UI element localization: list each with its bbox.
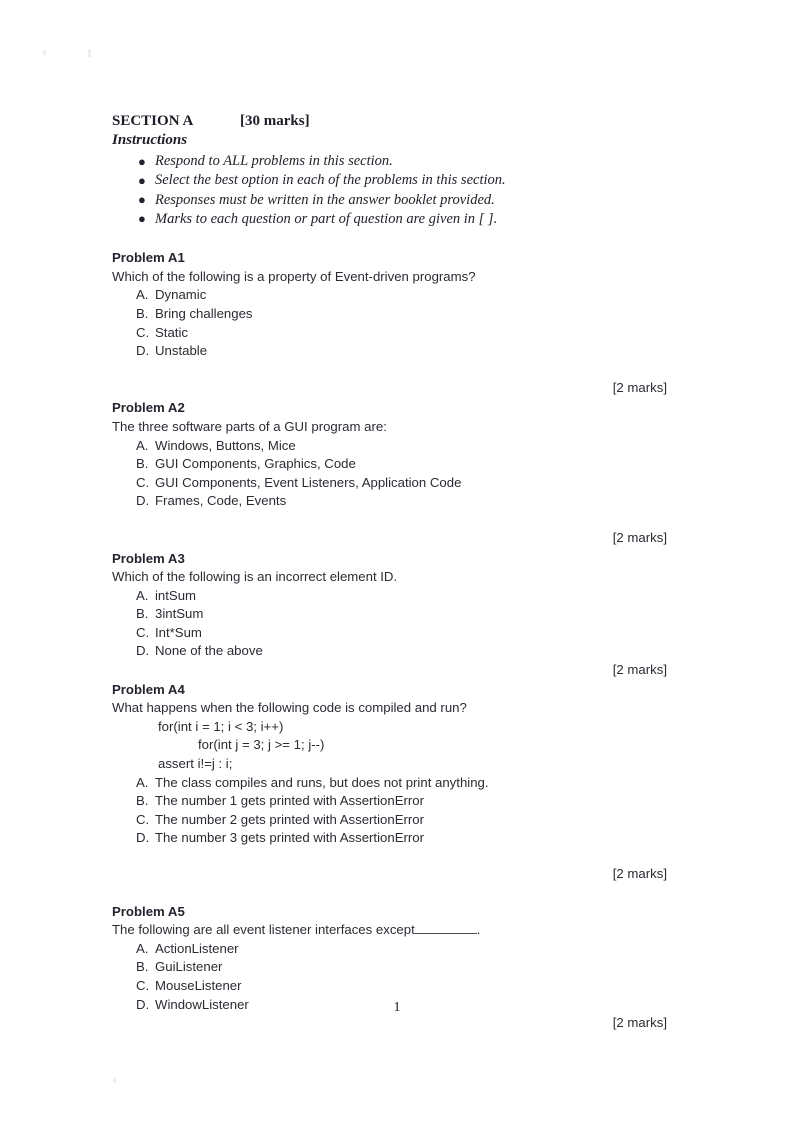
scan-artifact-top-mid: [88, 49, 91, 57]
option-text: GuiListener: [155, 959, 223, 975]
instruction-item: [112, 191, 682, 210]
marks-label: [2 marks]: [612, 866, 667, 881]
instructions-list: [112, 152, 682, 229]
option-letter: A.: [136, 774, 149, 790]
document-body: [112, 112, 682, 1033]
option-text: MouseListener: [155, 977, 242, 993]
problem-a1: [112, 249, 682, 397]
option-item[interactable]: [112, 324, 682, 343]
option-text: Unstable: [155, 343, 208, 359]
problem-stem: Which of the following is an incorrect element ID.: [112, 569, 398, 585]
option-item[interactable]: [112, 492, 682, 511]
problem-title: Problem A5: [112, 903, 185, 919]
option-text: The number 1 gets printed with AssertionError: [155, 793, 425, 809]
instruction-text: Select the best option in each of the problems in this section.: [155, 172, 506, 189]
bullet-icon: ●: [138, 211, 146, 227]
option-item[interactable]: [112, 587, 682, 606]
option-item[interactable]: [112, 305, 682, 324]
options-list: [112, 774, 682, 848]
option-letter: B.: [136, 305, 149, 321]
instruction-item: [112, 152, 682, 171]
scan-artifact-top-left: [43, 50, 46, 55]
section-label: SECTION A: [112, 113, 194, 129]
option-text: Frames, Code, Events: [155, 493, 287, 509]
option-item[interactable]: [112, 792, 682, 811]
option-text: Dynamic: [155, 287, 207, 303]
option-letter: B.: [136, 793, 149, 809]
option-item[interactable]: [112, 642, 682, 661]
marks-label: [2 marks]: [612, 379, 667, 395]
marks-label: [2 marks]: [612, 1015, 667, 1031]
option-text: Static: [155, 324, 188, 340]
option-item[interactable]: [112, 774, 682, 793]
option-item[interactable]: [112, 940, 682, 959]
option-item[interactable]: [112, 811, 682, 830]
problem-title: Problem A4: [112, 681, 185, 697]
instructions-heading: Instructions: [112, 132, 188, 148]
code-line: assert i!=j : i;: [158, 756, 233, 772]
option-item[interactable]: [112, 977, 682, 996]
option-text: GUI Components, Event Listeners, Application Code: [155, 474, 462, 490]
option-letter: B.: [136, 456, 149, 472]
option-letter: C.: [136, 324, 150, 340]
problem-a2: [112, 399, 682, 547]
option-item[interactable]: [112, 829, 682, 848]
option-letter: D.: [136, 830, 150, 846]
option-item[interactable]: [112, 455, 682, 474]
option-item[interactable]: [112, 605, 682, 624]
option-item[interactable]: [112, 437, 682, 456]
option-letter: A.: [136, 437, 149, 453]
option-letter: C.: [136, 977, 150, 993]
option-text: GUI Components, Graphics, Code: [155, 456, 356, 472]
instruction-text: Respond to ALL problems in this section.: [155, 153, 393, 169]
options-list: [112, 286, 682, 360]
marks-label: [2 marks]: [612, 662, 667, 678]
option-item[interactable]: [112, 342, 682, 361]
option-text: Bring challenges: [155, 305, 253, 321]
option-letter: C.: [136, 474, 150, 490]
problem-stem-suffix: .: [476, 922, 481, 938]
problem-title: Problem A3: [112, 550, 185, 566]
code-snippet: [112, 718, 682, 774]
option-item[interactable]: [112, 958, 682, 977]
answer-blank: [415, 922, 477, 934]
option-text: The number 3 gets printed with AssertionError: [155, 830, 425, 846]
option-text: intSum: [155, 587, 197, 603]
instruction-item: [112, 210, 682, 229]
option-text: WindowListener: [155, 996, 249, 1012]
option-letter: A.: [136, 587, 149, 603]
option-letter: A.: [136, 287, 149, 303]
problem-stem: Which of the following is a property of Event-driven programs?: [112, 268, 476, 284]
option-text: ActionListener: [155, 940, 239, 956]
option-text: 3intSum: [155, 606, 204, 622]
bullet-icon: ●: [138, 172, 146, 188]
option-letter: B.: [136, 959, 149, 975]
problem-title: Problem A2: [112, 400, 185, 416]
option-item[interactable]: [112, 624, 682, 643]
option-letter: A.: [136, 940, 149, 956]
option-text: Int*Sum: [155, 624, 202, 640]
page-number: 1: [393, 1000, 401, 1015]
problem-stem: [112, 921, 682, 940]
instruction-text: Responses must be written in the answer booklet provided.: [155, 191, 495, 208]
option-text: The class compiles and runs, but does not print anything.: [155, 774, 489, 790]
option-letter: D.: [136, 996, 150, 1012]
option-item[interactable]: [112, 286, 682, 305]
option-letter: D.: [136, 493, 150, 509]
option-letter: B.: [136, 606, 149, 622]
option-item[interactable]: [112, 474, 682, 493]
problem-a3: [112, 550, 682, 680]
options-list: [112, 587, 682, 661]
section-header: [112, 112, 682, 130]
problem-stem: What happens when the following code is compiled and run?: [112, 700, 467, 716]
option-letter: C.: [136, 811, 150, 827]
option-letter: D.: [136, 643, 150, 659]
instruction-item: [112, 171, 682, 190]
option-text: The number 2 gets printed with AssertionError: [155, 811, 425, 827]
problem-stem-text: The following are all event listener interfaces except: [112, 922, 415, 938]
section-marks: [30 marks]: [240, 113, 310, 129]
option-text: Windows, Buttons, Mice: [155, 437, 296, 453]
problem-title: Problem A1: [112, 250, 185, 266]
scan-artifact-bottom-left: [113, 1078, 116, 1083]
instruction-text: Marks to each question or part of question are given in [ ].: [155, 210, 498, 227]
marks-label: [2 marks]: [612, 529, 667, 545]
problem-a4: [112, 681, 682, 884]
bullet-icon: ●: [138, 192, 146, 208]
option-letter: D.: [136, 343, 150, 359]
option-text: None of the above: [155, 643, 263, 659]
code-line: for(int j = 3; j >= 1; j--): [198, 737, 325, 753]
bullet-icon: ●: [138, 153, 146, 169]
problem-stem: The three software parts of a GUI program are:: [112, 418, 387, 434]
options-list: [112, 437, 682, 511]
code-line: for(int i = 1; i < 3; i++): [158, 718, 284, 734]
option-letter: C.: [136, 624, 150, 640]
